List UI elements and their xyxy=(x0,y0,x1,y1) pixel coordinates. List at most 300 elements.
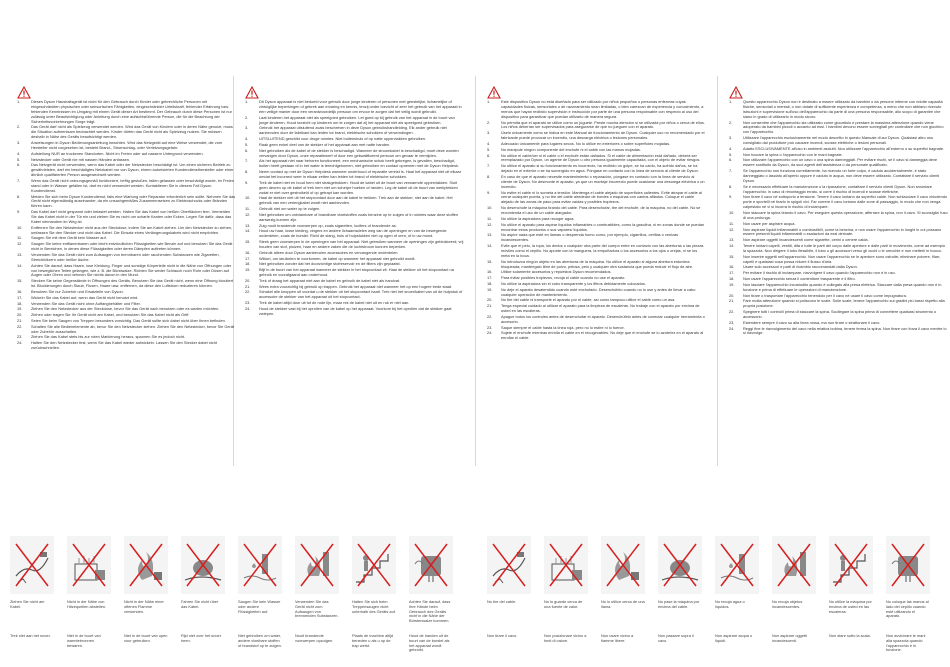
warning-item-number: 5. xyxy=(487,146,491,152)
warning-item-number: 15. xyxy=(17,278,23,284)
warning-item-number: 10. xyxy=(487,205,493,211)
warning-item xyxy=(487,175,706,190)
pictogram-tile xyxy=(487,536,531,600)
pictogram-caption: Niet in de buurt van open vuur gebruiken. xyxy=(124,633,168,643)
burning-objects-icon xyxy=(295,536,339,594)
warning-item-number: 5. xyxy=(729,151,733,157)
heat-source-icon xyxy=(544,536,588,594)
pictogram-caption: Verwenden Sie das Gerät nicht zum Aufsaugen von brennenden Substanzen. xyxy=(295,599,339,619)
warning-item xyxy=(17,279,236,289)
warning-item-text: Ziehen oder tragen Sie Ihr Gerät nicht am Kabel, und benutzen Sie das Kabel nicht als Griff. xyxy=(31,312,190,318)
warning-item-number: 15. xyxy=(245,239,251,245)
warning-item-number: 16. xyxy=(17,288,23,294)
cord-run-over-icon xyxy=(181,536,225,594)
warning-item-number: 16. xyxy=(487,269,493,275)
warning-item-number: 9. xyxy=(17,209,21,215)
warning-item-number: 3. xyxy=(729,135,733,141)
pictogram-caption: Non avvicinare le mani alla spazzola quando l'apparecchio è in funzione. xyxy=(886,633,926,653)
warning-item-number: 18. xyxy=(245,261,251,267)
pictogram-caption: No pase la máquina por encima del cable. xyxy=(658,599,700,609)
pictogram-caption: Rijd niet over het snoer heen. xyxy=(181,633,222,643)
column-divider xyxy=(717,76,718,466)
warning-item-number: 20. xyxy=(17,312,23,318)
warning-item xyxy=(245,149,464,159)
warning-item xyxy=(729,327,948,337)
warning-item-text: Neem contact op met de Dyson Helpdesk wanneer onderhoud of reparatie vereist is. Haal het apparaat niet uit elkaar omdat het incorrect weer in elkaar zetten kan leiden tot brand of elektrische schokken. xyxy=(259,169,461,179)
pictogram-caption: Fahren Sie nicht über das Kabel. xyxy=(181,599,219,609)
warning-item-number: 8. xyxy=(487,173,491,179)
warning-item-number: 6. xyxy=(729,157,733,163)
warning-item-text: Non tirare o trasportare l'apparecchio tenendolo per il cavo né usare il cavo come impugnatura. xyxy=(743,292,907,298)
warning-item-number: 11. xyxy=(245,206,251,212)
cord-pull-icon xyxy=(487,536,531,594)
pictogram-tile xyxy=(10,536,54,600)
warning-item-number: 7. xyxy=(729,168,733,174)
warning-item xyxy=(17,125,236,140)
warning-item xyxy=(245,170,464,180)
warning-item-number: 4. xyxy=(245,136,249,142)
warning-item-text: Wenn das Gerät nicht ordnungsgemäß funktioniert, heftig gestoßen, fallen gelassen oder beschädigt wurde, im Freien stand oder in Wasser gefallen ist, darf es nicht verwendet werden. Kontaktieren Sie in diesem Fall Dyson Kundendienst. xyxy=(31,177,235,193)
warning-item-text: Melden Sie sich beim Dyson Kundendienst, falls eine Wartung oder Reparatur erforderlich sein sollte. Nehmen Sie das Gerät nicht eigenständig auseinander, da ein unsachgemäßes Zusammensetzen zu Elektroschocks oder Bränden führen kann. xyxy=(31,193,236,209)
warnings-column-nl xyxy=(245,0,464,400)
warning-item-number: 19. xyxy=(729,281,735,287)
warning-item-text: Spegnere tutti i controlli prima di staccare la spina. Scollegare la spina prima di connettere qualsiasi strumento o accessorio. xyxy=(743,309,937,319)
warning-item xyxy=(729,100,948,120)
warning-item xyxy=(729,158,948,168)
warning-item-text: No manipule ningún componente del enchufe ni el cable con las manos mojadas. xyxy=(501,146,641,152)
warning-item xyxy=(245,116,464,126)
warning-item xyxy=(729,195,948,210)
pictogram-caption: No tire del cable. xyxy=(487,599,517,604)
warning-item-number: 15. xyxy=(729,253,735,259)
pictogram-caption: Nooit brandende voorwerpen opzuigen. xyxy=(295,633,334,643)
warning-item-text: Raak geen enkel deel van de stekker of het apparaat aan met natte handen. xyxy=(259,141,391,147)
warning-item-text: Gebruik niet om water op te zuigen. xyxy=(259,206,321,212)
warning-item-number: 7. xyxy=(487,163,491,169)
warnings-list xyxy=(245,100,464,318)
warning-item-text: Ziehen Sie den Netzstecker aus der Steckdose, bevor Sie das Gerät nach benutzen oder es warten möchten. xyxy=(31,306,220,312)
warning-item-text: Das Kabel darf nicht gespannt oder belastet werden. Halten Sie das Kabel von heißen Oberflächen fern. Vermeiden Sie das Kabel nicht in der Tür ein und ziehen Sie es nicht um scharfe Kanten oder Ecken. Legen Sie dafür, dass das Kabel niemandem im Weg ist. xyxy=(31,209,232,224)
warning-item-text: Utilizzare l'apparecchio esclusivamente nel modo descritto in questo Manuale d'uso Dyson. Qualsiasi altro uso consigliato dal produttore può causare incendi, scosse elettriche o lesioni personali. xyxy=(743,135,934,146)
pictogram-caption: No utilice la máquina por encima de usted en las escaleras. xyxy=(829,599,872,614)
warning-item-number: 1. xyxy=(17,99,21,104)
warning-item-number: 23. xyxy=(17,334,23,340)
warning-item-text: Steek geen voorwerpen in de openingen van het apparaat. Niet gebruiken wanneer de openingen zijn geblokkeerd; vrij houden van stof, pluizen, haar en andere zaken die de luchtstroom kunnen beperken. xyxy=(259,239,464,249)
warning-item-text: Apague todos los controles antes de desenchufar el aparato. Desenchúfelo antes de conectar cualquier herramienta o accesorio. xyxy=(501,313,705,324)
warning-item-text: Schalten Sie alle Bedienelemente ab, bevor Sie den Netzstecker ziehen. Ziehen Sie den Netzstecker, bevor Sie Gerät oder Zubehör ausschalten. xyxy=(31,323,235,334)
warning-item-text: Houd de stekker vast bij het oprollen van de kabel op het apparaat. Voorkom bij het oprollen dat de stekker gaat zwiepen. xyxy=(259,305,452,316)
warning-item-text: Utilice solamente accesorios y repuestos Dyson recomendados. xyxy=(501,269,612,275)
warning-item-text: Niet gebruiken als de kabel of de stekker is beschadigd. Wanneer de stroomkabel is beschadigd, moet deze worden vervangen door Dyson, onze reparatiewerf of door een gekwalificeerd persoon om gevaar te vermijden. xyxy=(259,147,459,158)
warning-item-number: 14. xyxy=(245,228,251,234)
pictogram-tile xyxy=(409,536,453,600)
warning-item-text: Trek of draag het apparaat niet aan de kabel en gebruik de kabel niet als handvat. xyxy=(259,277,401,283)
warning-item-text: Non usare per aspirare acqua. xyxy=(743,220,796,226)
warning-item-number: 12. xyxy=(17,241,23,247)
pictogram-caption: Achten Sie darauf, dass Ihre Hände beim Gebrauch des Geräts nicht in die Nähe der Bürstenwalze kommen. xyxy=(409,599,451,624)
warning-item xyxy=(17,141,236,151)
pictogram-caption: Non aspirare acqua o liquidi. xyxy=(715,633,753,643)
warning-item xyxy=(729,244,948,254)
warning-item xyxy=(17,242,236,252)
warning-item-number: 22. xyxy=(487,313,493,319)
pictogram-tile xyxy=(772,536,816,600)
warning-item-number: 3. xyxy=(245,125,249,131)
warning-item-text: Ziehen Sie das Kabel stets bis zur roten Markierung heraus, spannen Sie es jedoch nicht. xyxy=(31,334,186,340)
warning-item xyxy=(487,100,706,120)
warning-item-number: 17. xyxy=(17,294,23,300)
warning-item-text: Seien Sie beim Saugen von Treppen besonders vorsichtig. Das Gerät sollte sich dabei nicht über Ihnen befinden. xyxy=(31,317,226,323)
cord-pull-icon xyxy=(10,536,54,594)
warning-item-text: Trek de kabel niet en houd hem niet strakgetrokken. Houd de kabel uit de buurt van verwarmde oppervlakken. Sluit geen deuren op de kabel of trek hem niet om scherpe hoeken of randen. Leg de kabel uit de buurt van werkplekken zodat er niet over gestruikeld of op getrapt kan worden. xyxy=(259,179,458,195)
warning-item-number: 24. xyxy=(487,330,493,336)
warning-item-number: 23. xyxy=(487,324,493,330)
burning-objects-icon xyxy=(772,536,816,594)
warning-item-text: Se è necessario effettuare la manutenzione o la riparazione, contattare il servizio clienti Dyson. Non smontare l'apparecchio: in caso di rimontaggio errato, si corre il rischio di incendi e scosse elettriche. xyxy=(743,183,932,194)
pictogram-caption: Houd de handen uit de buurt van de borstel als het apparaat wordt gebruikt. xyxy=(409,633,450,653)
warning-item-text: Saugen Sie mit dem Gerät kein Wasser auf. xyxy=(31,235,107,241)
warning-item-text: Para evitar posibles tropiezos, recoja el cable cuando no use el aparato. xyxy=(501,275,626,281)
pictogram-caption: No lo utilice cerca de una llama. xyxy=(601,599,645,609)
warning-item-text: Non toccare la spina o l'apparecchio con le mani bagnate. xyxy=(743,151,843,157)
warning-item-number: 6. xyxy=(17,162,21,168)
warning-item-number: 18. xyxy=(17,300,23,306)
warning-item xyxy=(17,253,236,263)
warning-item-text: No permita que el aparato se utilice como un juguete. Preste mucha atención si se utilizada por niños o cerca de ellos. Los niños deberían ser supervisados para asegurarse de que no jueguen con el aparato. xyxy=(501,119,705,130)
warning-item xyxy=(17,325,236,335)
warning-item-text: Estendere sempre il cavo su alla linea rossa, ma non tirare o strattonare il cavo. xyxy=(743,319,881,325)
pictogram-tile xyxy=(181,536,225,600)
warning-item-text: Sujete el enchufe mientras enrolla el cable en el recogecables. No deje que el enchufe se lo azote/ez en el aparato al enrollar el cable. xyxy=(501,330,704,341)
pictogram-caption: Ziehen Sie nicht am Kabel. xyxy=(10,599,45,609)
warning-item-text: Non lasciare l'apparecchio incustodito quando è collegato alla presa elettrica. Staccare dalla presa quando non è in funzione e prima di effettuare le operazioni di manutenzione. xyxy=(743,281,942,292)
warnings-list xyxy=(729,100,948,337)
warning-item-number: 6. xyxy=(245,147,249,153)
warning-item-text: Adecuado únicamente para lugares secos. No lo utilice en exteriores o sobre superficies mojadas. xyxy=(501,140,671,146)
warning-item-number: 21. xyxy=(17,317,23,323)
warning-item-text: Saque siempre el cable hasta la línea roja, pero no lo estire ni lo fuerce. xyxy=(501,324,625,330)
warning-item xyxy=(487,223,706,233)
warning-item-number: 22. xyxy=(729,309,735,315)
warning-item-text: Non utilizzare l'apparecchio con un cavo o una spina danneggiati. Per evitare rischi, se il cavo si danneggia deve essere sostituito da Dyson, da suoi agenti dell'assistenza o da personale qualificato. xyxy=(743,157,938,168)
warning-item-text: UITSLUITEND geschikt voor droge ruimtes. Niet buitenshuis of op natte oppervlakken gebruiken. xyxy=(259,136,427,142)
warning-item-text: Wickeln Sie das Kabel auf, wenn das Gerät nicht benutzt wird. xyxy=(31,294,139,300)
warning-item-text: Haal de stekker niet uit het stopcontact door aan de kabel te trekken. Trek aan de stekker, niet aan de kabel. Het gebruik van een verlengkabel wordt niet aanbevolen. xyxy=(259,195,453,206)
warning-item xyxy=(487,121,706,131)
pictogram-caption: Non usare vicino a fiamme libere. xyxy=(601,633,634,643)
warning-item-text: Laat kinderen het apparaat niet als speelgoed gebruiken. Let goed op bij gebruik van het apparaat in de buurt van jonge kinderen. Houd toezicht op kinderen om te zorgen dat zij het apparaat niet als speelgoed gebruiken. xyxy=(259,114,455,125)
warning-item-text: No utilice el aparato para aspirar líquidos inflamables o combustibles, como la gasolina, ni en zonas donde se puedan encontrar estos productos o sus vapores/ líquidos. xyxy=(501,221,705,232)
warning-item-text: No utilice el aparato si su funcionamiento es incorrecto, ha recibido un golpe, se ha caído, ha sufrido daños, se ha dejado en el exterior o se ha sumergido en agua. Póngase en contacto con la línea de servicio al cliente de Dyson. xyxy=(501,163,699,174)
pictogram-tile xyxy=(829,536,873,600)
warning-item-text: Niet gebruiken om ontvlambare of brandbare vloeistoffen zoals benzine op te zuigen of in ruimtes waar deze stoffen aanwezig kunnen zijn. xyxy=(259,211,459,222)
warning-item-text: Se l'apparecchio non funziona correttamente, ha ricevuto un forte colpo, è caduto accidentalmente, è stato danneggiato o lasciato all'aperto oppure è caduto in acqua, non deve essere utilizzato. Contattare il servizio clienti Dyson. xyxy=(743,168,940,183)
warning-item-text: Gebruik alleen door Dyson aanbevolen accessoires en vervangende onderdelen. xyxy=(259,249,399,255)
warning-item-text: Trek de kabel altijd door uit tot de rode lijn, maar rek de kabel niet uit en ruk er niet aan. xyxy=(259,300,410,306)
warning-item-text: Verwenden Sie das Gerät nicht zum Aufsaugen von brennbaren oder rauchenden Substanzen wie Zigaretten, Streichhölzern oder heißer Asche. xyxy=(31,251,220,262)
warning-item-number: 8. xyxy=(245,169,249,175)
warning-item-number: 22. xyxy=(17,323,23,329)
warning-item-number: 6. xyxy=(487,152,491,158)
warning-item xyxy=(17,195,236,210)
warning-item xyxy=(245,126,464,136)
warning-item-text: Benutzen Sie nur Zubehör und Ersatzteile von Dyson. xyxy=(31,288,124,294)
pictogram-caption: No lo guarde cerca de una fuente de calor. xyxy=(544,599,583,609)
warning-item-number: 13. xyxy=(17,251,23,257)
warning-item-number: 11. xyxy=(729,220,735,226)
warning-item-text: Gebruik het apparaat uitsluitend zoals beschreven in deze Dyson gebruikshandleiding. Elk ander gebruik niet aanbevolen door de fabrikant kan leiden tot brand, elektrische schokken of verwondingen. xyxy=(259,125,447,136)
warning-item-text: Houd uw haar, losse kleding, vingers en andere lichaamsdelen weg van de openingen en van de bewegende onderdelen, zoals de borstel. Richt de slang, buis of hulpstukken niet op ogen of oren, of in uw mond. xyxy=(259,228,447,239)
warning-item-text: Schakel alle knoppen uit voordat u de stekker uit het stopcontact haalt. Trek niet het snoer/kabel van uit de hulpstuk of accessoire de stekker van het apparaat uit het stopcontact. xyxy=(259,289,463,300)
warning-item xyxy=(729,310,948,320)
warning-item xyxy=(729,185,948,195)
warning-item-text: Aufstellung NUR an trockenen Standorten. Nicht im Freien oder auf nassem Untergrund verwenden. xyxy=(31,150,204,156)
warning-item-number: 19. xyxy=(17,306,23,312)
warning-item xyxy=(17,210,236,225)
warning-item-text: Netzstecker oder Gerät nie mit nassen Händen anfassen. xyxy=(31,156,131,162)
warning-item xyxy=(245,240,464,250)
warning-item-number: 10. xyxy=(17,224,23,230)
warning-item-text: Anweisungen in Dyson Bedienungsanleitung beachten. Wird das Netzgerät auf eine Weise verwendet, die vom Hersteller nicht vorgesehen ist, besteht Brand-, Stromschlag- oder Verletzungsgefahr. xyxy=(31,140,223,150)
pictogram-caption: Nicht in der Nähe von Hitzequellen abstellen. xyxy=(67,599,107,609)
warning-item xyxy=(17,163,236,178)
warning-item-number: 3. xyxy=(17,140,21,146)
warning-item-number: 22. xyxy=(245,289,251,295)
pictogram-tile xyxy=(715,536,759,600)
warning-item-number: 1. xyxy=(487,99,491,104)
warning-item-number: 11. xyxy=(487,215,493,221)
open-flame-icon xyxy=(124,536,168,594)
warning-item-number: 13. xyxy=(245,222,251,228)
warnings-list xyxy=(487,100,706,342)
warning-item-text: Adatto ESCLUSIVAMENTE all'uso in ambienti asciutti. Non utilizzare l'apparecchio all'esterno o su superfici bagnate. xyxy=(743,145,945,151)
warning-item-text: Non aspirare liquidi infiammabili o combustibili, come la benzina, e non usare l'apparecchio in luoghi in cui possano essere presenti liquidi infiammabili o esalazioni da essi derivate. xyxy=(743,226,942,237)
warning-item xyxy=(729,121,948,136)
heat-source-icon xyxy=(67,536,111,594)
warning-item-number: 2. xyxy=(17,124,21,130)
warning-item xyxy=(729,228,948,238)
warning-item-text: Este dispositivo Dyson no está diseñado para ser utilizado por niños pequeños o personas enfermas cuyas capacidades físicas, sensoriales o de razonamiento sean limitadas, o bien carezcan de experiencia y conocimiento, a menos que hayan recibido supervisión e instrucción por parte de una persona responsable con respecto al uso del dispositivo para garantizar que puedan utilizarlo de manera segura. xyxy=(501,99,704,119)
warning-item xyxy=(487,331,706,341)
warning-item-text: No utilice la aspiradora sin el cubo transparente y los filtros debidamente colocados. xyxy=(501,280,646,286)
warnings-column-de xyxy=(17,0,236,400)
warning-item-number: 20. xyxy=(487,297,493,303)
pictogram-caption: Nicht in der Nähe einer offenen Flamme verwenden. xyxy=(124,599,164,614)
warning-item xyxy=(17,264,236,279)
warning-item-text: No utilice el cable/cer si el cable o el enchufe están dañados. Si el cable de alimentación está dañado, deberá ser reemplazado por Dyson, un agente de Dyson u otro persona igualmente capacitada, con el objeto de evitar riesgos. xyxy=(501,152,701,163)
warning-item xyxy=(729,255,948,265)
pictogram-caption: Plaats de machine altijd beneden u als u op de trap werkt. xyxy=(352,633,394,648)
warning-item-number: 14. xyxy=(729,243,735,249)
warning-item-number: 24. xyxy=(17,340,23,346)
stairs-icon xyxy=(829,536,873,594)
warning-item-number: 17. xyxy=(245,255,251,261)
warning-item-number: 13. xyxy=(729,237,735,243)
cord-run-over-icon xyxy=(658,536,702,594)
warning-item-text: Questo apparecchio Dyson non è destinato a essere utilizzato da bambini o da persone inferme con ridotte capacità fisiche, sensoriali o mentali, o non dotate di sufficiente esperienza e competenza, a meno che non abbiano ricevuto istruzioni e supervisione sull'uso dell'apparecchio da parte di una persona responsabile, allo scopo di garantire che siano in grado di utilizzarlo in modo sicuro. xyxy=(743,99,943,119)
warning-item xyxy=(487,154,706,164)
warning-item xyxy=(487,164,706,174)
warning-item-text: No desenchufe la máquina tirando del cable. Para desenchufar, tire del enchufe, de la máquina, no del cable. No se recomienda el uso de un cable alargador. xyxy=(501,205,701,216)
warning-item-text: Non aspirare oggetti incandescenti come sigarette, cerini o cenere calda. xyxy=(743,237,869,243)
warning-item-number: 1. xyxy=(729,99,733,104)
warnings-column-es xyxy=(487,0,706,400)
pictogram-caption: Niet in de buurt van warmtebronnen bewaren. xyxy=(67,633,101,648)
warning-item-text: Fare molta attenzione quando si puliscono le scale. Sulle scale, tenere l'apparecchio sui gradini più bassi rispetto alla propria posizione. xyxy=(743,298,945,309)
warning-item-text: Als het apparaat niet naar behoren functioneert, een mechanische schok heeft gekregen, is gevallen, beschadigd, buiten heeft gestaan of in het water is terechtgekomen, niet gebruiken en contact opnemen met de Dyson Helpdesk. xyxy=(259,158,460,169)
pictogram-tile xyxy=(124,536,168,600)
warning-item-text: No tire del cable ni transporte el aparato por el cable, así como tampoco utilice el cable como un asa. xyxy=(501,297,676,303)
warning-item xyxy=(245,213,464,223)
warning-item xyxy=(17,226,236,236)
warning-item-text: Non inserire oggetti nell'apparecchio. Non usare l'apparecchio se le aperture sono ostruite; eliminare polvere, filarr, capelli e qualsiasi cosa possa ridurre il flusso d'aria. xyxy=(743,253,941,264)
warning-item-number: 23. xyxy=(245,300,251,306)
warning-item-text: No utilice la aspiradora para recoger agua. xyxy=(501,215,575,221)
warning-item-text: No introduzca ningún objeto en las aberturas de la máquina. No utilice el aparato si alguna abertura estuviera bloqueada; manténgalo libre de polvo, pelusa, pelo y cualquier otra sustancia que pueda reducir el flujo de aire. xyxy=(501,258,694,269)
warning-item-text: Halten Sie den Netzstecker fest, wenn Sie das Kabel wieder aufwickeln. Lassen Sie den Stecker dabei nicht zurückschnellen. xyxy=(31,340,217,351)
warning-item xyxy=(245,268,464,278)
warning-item-number: 16. xyxy=(729,264,735,270)
warning-item-number: 1. xyxy=(245,99,249,104)
warning-item xyxy=(17,341,236,351)
pictogram-caption: No recoja agua o líquidos. xyxy=(715,599,745,609)
stairs-icon xyxy=(352,536,396,594)
warning-item xyxy=(245,196,464,206)
warning-item-text: En caso de que el aparato necesite mantenimiento o reparación, póngase en contacto con la línea de servicio al cliente de Dyson. No desmonte el aparato, ya que un montaje incorrecto puede ocasionar una descarga eléctrica o un incendio. xyxy=(501,173,705,189)
rewind-plug-icon xyxy=(409,536,453,594)
warning-item xyxy=(729,283,948,293)
pictogram-tile xyxy=(352,536,396,600)
warning-item-number: 12. xyxy=(245,211,251,217)
pictogram-caption: Non tirare il cavo. xyxy=(487,633,518,638)
warning-item-number: 8. xyxy=(729,183,733,189)
pictogram-tile xyxy=(544,536,588,600)
warning-item xyxy=(17,100,236,125)
warning-item xyxy=(487,304,706,314)
warning-item-text: Non tirare il cavo né sottoporlo a tensione. Tenere il cavo lontano da superfici calde. Non schiacciare il cavo chiudendo porte e sportelli né tirarlo in spigoli vivi. Far correre il cavo lontano dalle zone di passaggio, in modo che non venga calpestato né vi si incorra in rischio di inciampare. xyxy=(743,194,948,210)
rewind-plug-icon xyxy=(886,536,930,594)
warning-item xyxy=(487,260,706,270)
warning-item xyxy=(487,288,706,298)
warnings-list xyxy=(17,100,236,352)
warning-item xyxy=(487,315,706,325)
warning-item-number: 15. xyxy=(487,258,493,264)
warning-item-text: Tenere lontani capelli, vestiti, dita e tutte le parti del corpo dalle aperture e dalle parti in movimento, come ad esempio la spazzola. Non dirigere il tubo flessibile, il tubo o gli accessori verso gli occhi o le orecchie e non metterli in bocca. xyxy=(743,243,945,253)
warning-item-number: 2. xyxy=(729,119,733,125)
warning-item-number: 24. xyxy=(245,305,251,311)
warning-item-number: 19. xyxy=(245,267,251,273)
warning-item xyxy=(487,206,706,216)
warning-item-number: 18. xyxy=(729,276,735,282)
warning-item-text: Verwenden Sie das Gerät nicht ohne Auffangbehälter und Filter. xyxy=(31,300,141,306)
warning-item-text: No estire el cable ni lo someta a tensión. Mantenga el cable alejado de superficies calientes. Evite atrapar el cable al cerrar cualquier puerta, y no tire del cable alrededor de bordes o esquinas con cantos afilados. Coloque el cable alejado de las zonas de paso para evitar caídas y posibles tropiezos. xyxy=(501,189,702,205)
warning-item xyxy=(245,290,464,300)
open-flame-icon xyxy=(601,536,645,594)
pictogram-tile xyxy=(238,536,282,600)
warning-item-number: 5. xyxy=(17,156,21,162)
pictogram-tile xyxy=(295,536,339,600)
warning-item-number: 3. xyxy=(487,130,491,136)
warning-item-number: 4. xyxy=(729,145,733,151)
warning-item-number: 2. xyxy=(245,114,249,120)
pictogram-caption: Trek niet aan het snoer. xyxy=(10,633,51,638)
pictogram-tile xyxy=(886,536,930,600)
warning-item xyxy=(729,211,948,221)
warning-item xyxy=(245,100,464,115)
warnings-column-it xyxy=(729,0,948,400)
warning-item xyxy=(487,233,706,243)
warning-item-number: 2. xyxy=(487,119,491,125)
warning-item-number: 9. xyxy=(487,189,491,195)
pictogram-caption: Saugen Sie kein Wasser oder andere Flüssigkeiten auf. xyxy=(238,599,281,614)
warning-item-text: Blijf in de buurt van het apparaat wanneer de stekker in het stopcontact zit. Haal de stekker uit het stopcontact na gebruik en voorafgaand aan onderhoud. xyxy=(259,267,454,278)
warning-item-text: Reggi fine le riavvolgimento del cavo nella relativa bobina, tenere ferma la spina. Non tirare con forza il cavo mentre lo si riavvolge. xyxy=(743,325,947,336)
warning-item xyxy=(245,181,464,196)
warning-item-number: 11. xyxy=(17,235,23,241)
warning-item-text: Niet gebruiken zonder dat het doorzichtige stofreservoir en de filters zijn geplaatst. xyxy=(259,261,401,267)
water-pickup-icon xyxy=(238,536,282,594)
warning-item-text: Dieses Dyson Haushaltsgerät ist nicht für den Gebrauch durch Kinder oder gebrechliche Personen mit eingeschränkten physischen oder sensorischen Fähigkeiten, eingeschränkter Urteilskraft, fehlender Erfahrung bzw. fehlenden Kenntnissen im Umgang mit einem Gerät dieser Art bestimmt. Der Gebrauch durch diese Personen ist nur zulässig unter Beaufsichtigung oder Anleitung durch eine aufsichtsführende Person, die für die Beachtung der Sicherheitsvorkehrungen Sorge trägt. xyxy=(31,99,232,124)
warning-item-number: 21. xyxy=(487,303,493,309)
warning-item xyxy=(17,179,236,194)
warning-item xyxy=(729,299,948,309)
column-divider xyxy=(475,76,476,466)
warning-item-text: Wees extra voorzichtig bij gebruik op trappen. Gebruik het apparaat niet wanneer het op een hogere trede staat. xyxy=(259,283,453,289)
warning-item-text: No deje el aparato desatendido cuando esté enchufado. Desenchúfelo cuando no lo use y antes de llevar a cabo cualquier operación de mantenimiento. xyxy=(501,286,696,297)
warning-item-number: 5. xyxy=(245,141,249,147)
pictogram-caption: Non stare sotto la scala. xyxy=(829,633,871,638)
pictogram-caption: Niet gebruiken om water, andere vloeibare stoffen of brandstof op te zuigen. xyxy=(238,633,282,648)
warning-item-text: Usare solo accessori e parti di ricambio raccomandati dalla Dyson. xyxy=(743,264,858,270)
water-pickup-icon xyxy=(715,536,759,594)
warning-item xyxy=(245,307,464,317)
warning-item-number: 21. xyxy=(729,298,735,304)
warning-item-number: 20. xyxy=(245,277,251,283)
warning-item-number: 24. xyxy=(729,325,735,331)
warning-item-number: 20. xyxy=(729,292,735,298)
pictogram-tile xyxy=(67,536,111,600)
warning-item-number: 8. xyxy=(17,193,21,199)
warning-item xyxy=(487,244,706,259)
warning-item-number: 4. xyxy=(17,150,21,156)
warning-item-text: Per evitare il rischio di inciampare, riavvolgere il cavo quando l'apparecchio non è in uso. xyxy=(743,270,896,276)
warning-item-number: 9. xyxy=(245,179,249,185)
warning-item-text: Zuig nooit brandende voorwerpen op, zoals sigaretten, lucifers of brandende as. xyxy=(259,222,397,228)
warning-item-text: Evite que el pelo, la ropa, los dedos o cualquier otra parte del cuerpo entre en contacto con las aberturas o las piezas móviles como el cepillo. No apunte con la manguera, la empuñadura o los accesorios a los ojos u orejas, ni se los meta en la boca. xyxy=(501,243,704,258)
warning-item-number: 7. xyxy=(245,158,249,164)
warning-item-number: 9. xyxy=(729,194,733,200)
pictogram-caption: Non posizionare vicino a fonti di calore. xyxy=(544,633,587,643)
warning-item-text: Das Netzgerät nicht verwenden, wenn das Kabel oder der Netzstecker beschädigt ist. Um einen sicheren Betrieb zu gewährleisten, darf ein beschädigtes Netzkabel nur von Dyson, einem autorisierten Kundendiensthersteller oder einer ähnlich qualifizierten Person ausgewechselt werden. xyxy=(31,162,234,178)
pictogram-caption: No recoja objetos incandescentes. xyxy=(772,599,803,609)
warning-item-number: 10. xyxy=(729,210,735,216)
warning-item-number: 7. xyxy=(17,177,21,183)
warning-item-number: 10. xyxy=(245,195,251,201)
warning-item-text: Saugen Sie keine entflammbaren oder leicht entzündlichen Flüssigkeiten wie Benzin auf und benutzen Sie das Gerät nicht in Bereichen, in denen diese Flüssigkeiten oder deren Dämpfen auftreten können. xyxy=(31,241,233,252)
warning-item-number: 14. xyxy=(487,243,493,249)
warning-item-text: Das Gerät darf nicht als Spielzeug verwendet werden. Wird das Gerät von Kindern oder in deren Nähe genutzt, muss die Situation aufmerksam beobachtet werden. Kinder dürfen das Gerät nicht als Spielzeug nutzen. Sie müssen deshalb in Nähe des Geräts beaufsichtigt werden. xyxy=(31,124,233,140)
warning-item xyxy=(729,136,948,146)
warning-item-number: 21. xyxy=(245,283,251,289)
warning-item-text: Non usare l'apparecchio senza il contenitore trasparente e il filtro. xyxy=(743,276,856,282)
warning-item-number: 17. xyxy=(487,275,493,281)
pictogram-row xyxy=(0,536,950,600)
warning-item-text: Achten Sie darauf, dass Haare, lose Kleidung, Finger und sonstige Körperteile nicht in die Nähe von Öffnungen oder von beweglichen Teilen gelangen, wie z. B. die Bürstwalze. Richten Sie weder Schlauch noch Rohr oder Düsen auf Augen oder Ohren und nehmen Sie nichts davon in den Mund. xyxy=(31,262,232,278)
warning-item-text: Stecken Sie keine Gegenstände in Öffnungen des Geräts. Benutzen Sie das Gerät nicht, wenn eine Öffnung blockiert ist. Blockierungen durch Staub, Flusen, Haare usw. entfernen, da diese den Luftstrom reduzieren können. xyxy=(31,278,234,289)
warning-item-text: Úselo únicamente como se indica en este Manual de funcionamiento de Dyson. Cualquier uso no recomendado por el fabricante puede provocar un incendio, una descarga eléctrica o lesiones personales. xyxy=(501,130,705,141)
warning-item-number: 18. xyxy=(487,280,493,286)
warning-item xyxy=(487,131,706,141)
